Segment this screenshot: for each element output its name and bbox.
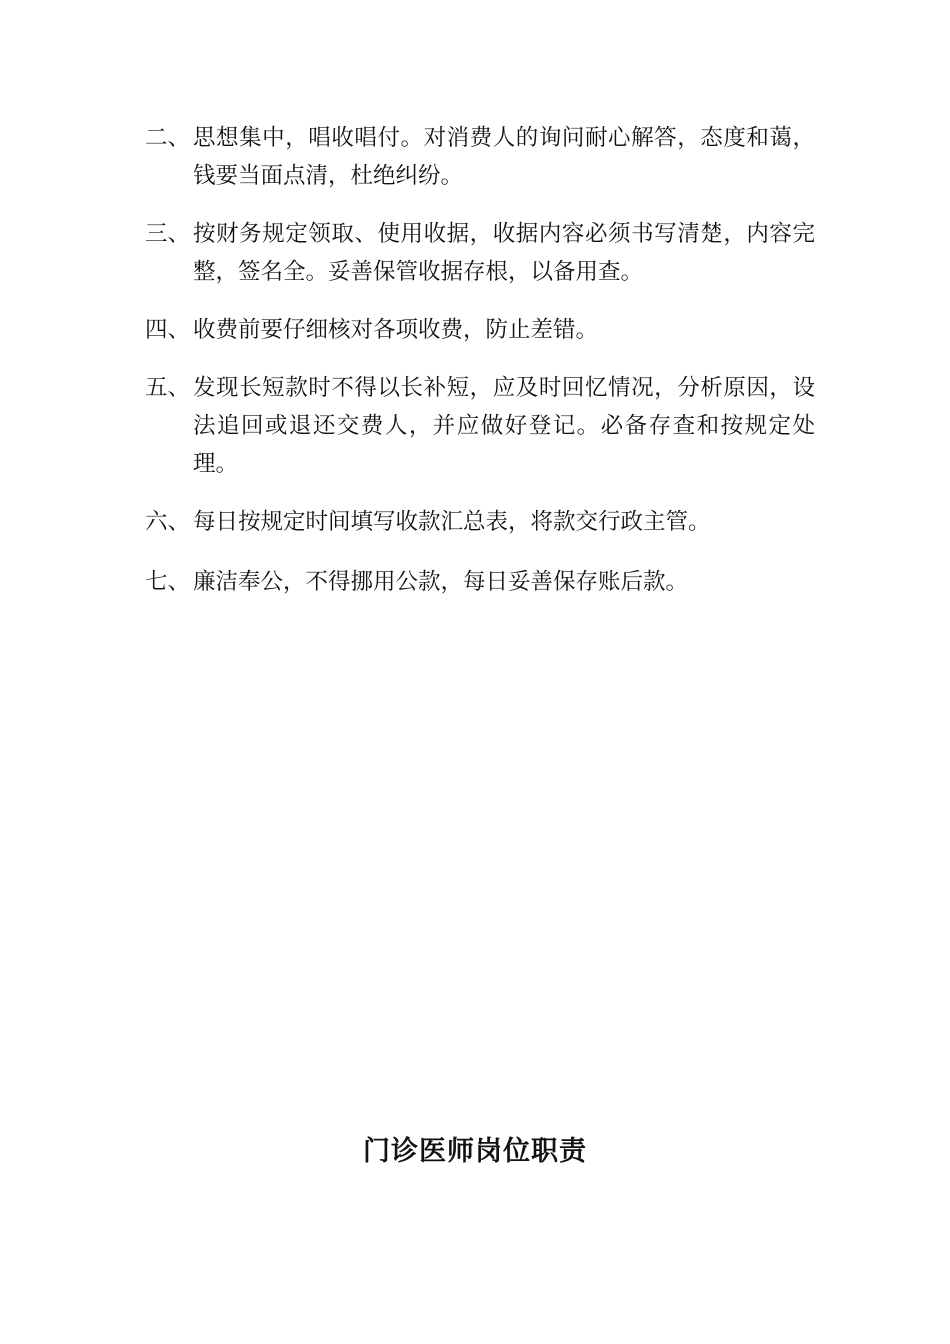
item-text: 收费前要仔细核对各项收费，防止差错。 (193, 317, 599, 343)
item-number: 六、 (145, 509, 191, 535)
item-text: 按财务规定领取、使用收据，收据内容必须书写清楚，内容完整，签名全。妥善保管收据存根，以备用查。 (193, 221, 815, 285)
duty-item-4 (145, 311, 815, 349)
item-text: 发现长短款时不得以长补短，应及时回忆情况，分析原因，设法追回或退还交费人，并应做好登记。必备存查和按规定处理。 (193, 375, 815, 477)
duty-item-2 (145, 119, 815, 195)
section-title: 门诊医师岗位职责 (363, 1136, 587, 1167)
duty-item-3 (145, 215, 815, 291)
item-number: 二、 (145, 125, 191, 151)
duty-item-6 (145, 503, 815, 541)
item-number: 七、 (145, 569, 191, 595)
item-text: 廉洁奉公，不得挪用公款，每日妥善保存账后款。 (193, 569, 689, 595)
duty-item-5 (145, 369, 815, 483)
duty-item-7 (145, 563, 815, 601)
item-text: 思想集中，唱收唱付。对消费人的询问耐心解答，态度和蔼，钱要当面点清，杜绝纠纷。 (193, 125, 815, 189)
item-number: 三、 (145, 221, 191, 247)
item-number: 四、 (145, 317, 191, 343)
item-text: 每日按规定时间填写收款汇总表，将款交行政主管。 (193, 509, 711, 535)
item-number: 五、 (145, 375, 191, 401)
